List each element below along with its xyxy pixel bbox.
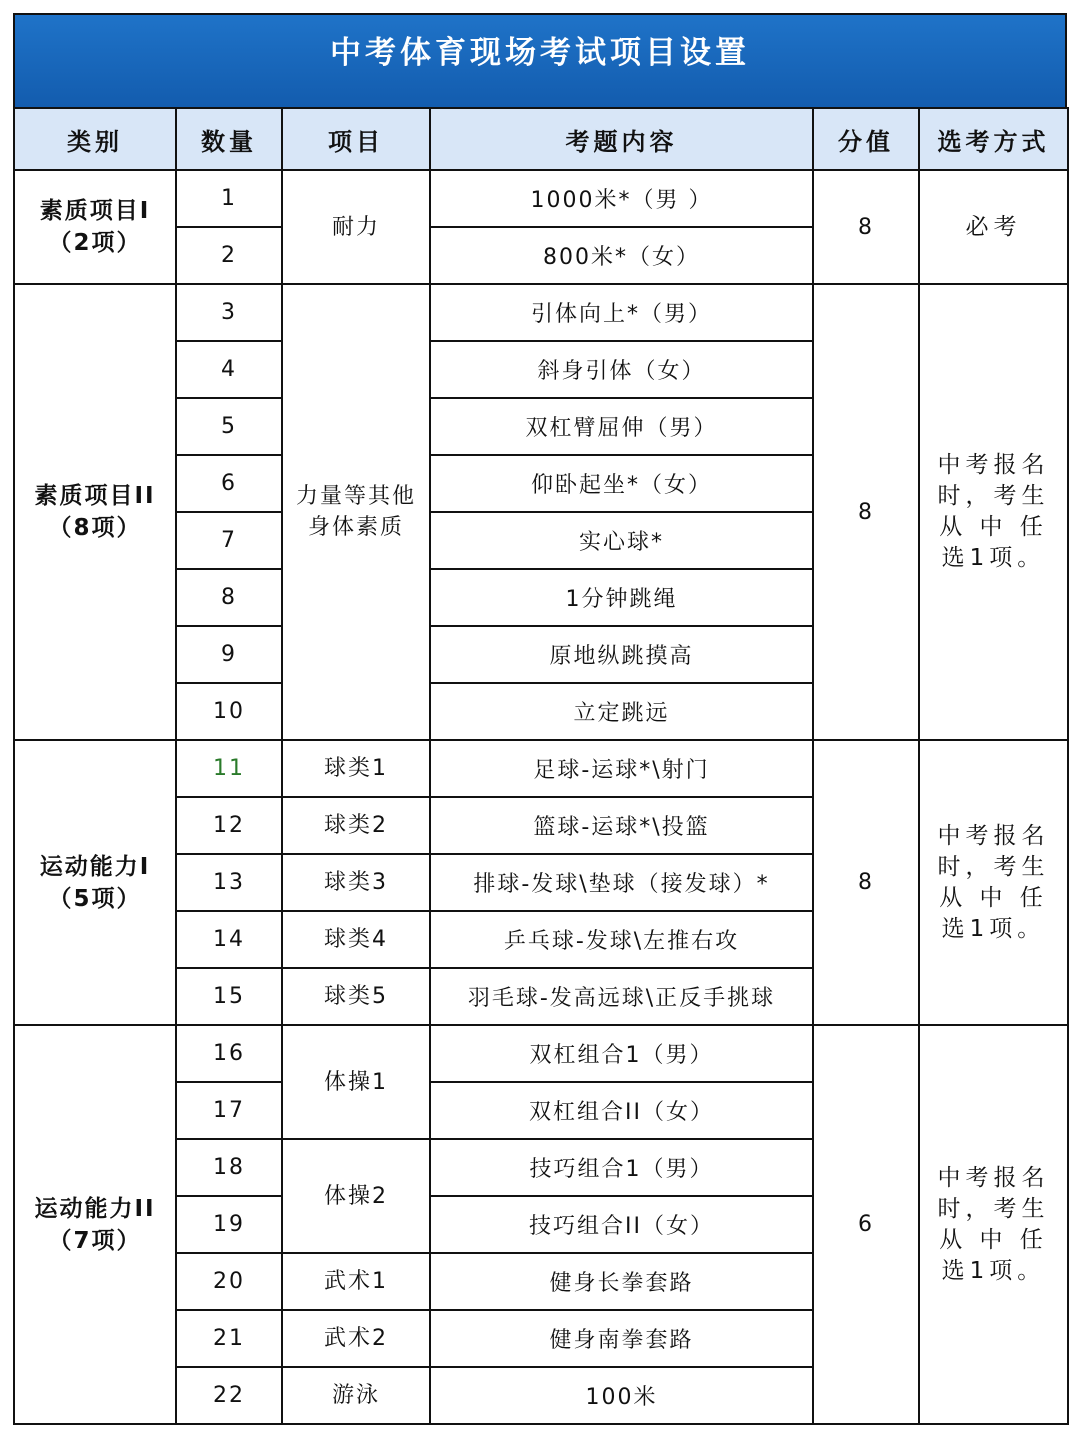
score-cell: 8 [813, 170, 919, 284]
content-cell: 1000米*（男 ） [430, 170, 813, 227]
content-cell: 羽毛球-发高远球\正反手挑球 [430, 968, 813, 1025]
category-cell [14, 170, 176, 284]
score-cell: 6 [813, 1025, 919, 1424]
item-cell [282, 284, 430, 740]
score-cell: 8 [813, 284, 919, 740]
content-cell: 原地纵跳摸高 [430, 626, 813, 683]
category-cell [14, 1025, 176, 1424]
category-cell [14, 284, 176, 740]
item-cell [282, 1367, 430, 1424]
method-line: 中考报名 [937, 452, 1050, 478]
method-line: 选1项。 [941, 915, 1046, 942]
method-line: 中考报名 [937, 1164, 1050, 1191]
item-line: 球类4 [324, 927, 388, 952]
item-cell [282, 1310, 430, 1367]
count-cell: 20 [176, 1253, 282, 1310]
method-line: 选1项。 [941, 545, 1046, 571]
content-cell: 技巧组合ⅠⅠ（女） [430, 1196, 813, 1253]
content-cell: 立定跳远 [430, 683, 813, 740]
category-line: （2项） [48, 230, 142, 256]
item-line: 体操1 [324, 1069, 388, 1095]
method-line: 时，考生 [937, 853, 1050, 880]
page-title: 中考体育现场考试项目设置 [330, 34, 750, 71]
content-cell: 1分钟跳绳 [430, 569, 813, 626]
method-line: 时，考生 [937, 483, 1050, 509]
method-line: 时，考生 [937, 1195, 1050, 1222]
category-line: （5项） [48, 885, 142, 912]
content-cell: 双杠组合1（男） [430, 1025, 813, 1082]
content-cell: 双杠组合ⅠⅠ（女） [430, 1082, 813, 1139]
count-cell: 11 [176, 740, 282, 797]
table-row [14, 1025, 1068, 1082]
content-cell: 足球-运球*\射门 [430, 740, 813, 797]
content-cell: 实心球* [430, 512, 813, 569]
content-cell: 篮球-运球*\投篮 [430, 797, 813, 854]
table-frame [13, 13, 1067, 1425]
exam-table [13, 107, 1069, 1425]
count-cell: 6 [176, 455, 282, 512]
item-line: 力量等其他 [295, 484, 416, 509]
content-cell: 800米*（女） [430, 227, 813, 284]
item-cell [282, 1025, 430, 1139]
category-cell [14, 740, 176, 1025]
header-method: 选考方式 [919, 108, 1068, 170]
header-content: 考题内容 [430, 108, 813, 170]
item-line: 武术2 [324, 1326, 388, 1351]
count-cell: 3 [176, 284, 282, 341]
count-cell: 19 [176, 1196, 282, 1253]
item-cell [282, 1253, 430, 1310]
content-cell: 健身南拳套路 [430, 1310, 813, 1367]
header-item: 项目 [282, 108, 430, 170]
category-line: 运动能力ⅠⅠ [34, 1195, 156, 1222]
count-cell: 15 [176, 968, 282, 1025]
method-line: 从 中 任 [939, 884, 1048, 911]
item-line: 体操2 [324, 1183, 388, 1209]
count-cell: 5 [176, 398, 282, 455]
count-cell: 22 [176, 1367, 282, 1424]
category-line: 素质项目ⅠⅠ [34, 483, 156, 509]
category-line: 运动能力Ⅰ [39, 853, 151, 880]
count-cell: 4 [176, 341, 282, 398]
score-cell: 8 [813, 740, 919, 1025]
item-line: 球类2 [324, 813, 388, 838]
content-cell: 健身长拳套路 [430, 1253, 813, 1310]
method-cell [919, 284, 1068, 740]
count-cell: 12 [176, 797, 282, 854]
method-line: 从 中 任 [939, 514, 1048, 540]
table-row [14, 284, 1068, 341]
item-cell [282, 797, 430, 854]
count-cell: 18 [176, 1139, 282, 1196]
count-cell: 8 [176, 569, 282, 626]
header-score: 分值 [813, 108, 919, 170]
count-cell: 13 [176, 854, 282, 911]
item-cell [282, 740, 430, 797]
item-cell [282, 854, 430, 911]
table-row [14, 170, 1068, 227]
table-row [14, 740, 1068, 797]
count-cell: 7 [176, 512, 282, 569]
content-cell: 双杠臂屈伸（男） [430, 398, 813, 455]
method-line: 选1项。 [941, 1257, 1046, 1284]
category-line: （7项） [48, 1227, 142, 1254]
content-cell: 排球-发球\垫球（接发球）* [430, 854, 813, 911]
count-cell: 17 [176, 1082, 282, 1139]
item-cell [282, 1139, 430, 1253]
method-cell [919, 170, 1068, 284]
item-line: 球类1 [324, 756, 388, 781]
item-cell [282, 170, 430, 284]
header-category: 类别 [14, 108, 176, 170]
item-cell [282, 911, 430, 968]
count-cell: 14 [176, 911, 282, 968]
title-banner [13, 13, 1067, 107]
content-cell: 斜身引体（女） [430, 341, 813, 398]
header-row [14, 108, 1068, 170]
content-cell: 乒乓球-发球\左推右攻 [430, 911, 813, 968]
content-cell: 技巧组合1（男） [430, 1139, 813, 1196]
category-line: 素质项目Ⅰ [39, 198, 151, 224]
item-line: 球类5 [324, 984, 388, 1009]
method-cell [919, 740, 1068, 1025]
item-line: 武术1 [324, 1269, 388, 1294]
method-line: 必考 [965, 213, 1022, 240]
item-line: 游泳 [331, 1383, 380, 1408]
method-line: 中考报名 [937, 822, 1050, 849]
item-cell [282, 968, 430, 1025]
method-line: 从 中 任 [939, 1226, 1048, 1253]
count-cell: 9 [176, 626, 282, 683]
header-count: 数量 [176, 108, 282, 170]
count-cell: 21 [176, 1310, 282, 1367]
category-line: （8项） [48, 515, 142, 541]
count-cell: 1 [176, 170, 282, 227]
content-cell: 100米 [430, 1367, 813, 1424]
count-cell: 2 [176, 227, 282, 284]
item-line: 球类3 [324, 870, 388, 895]
item-line: 身体素质 [307, 515, 404, 540]
count-cell: 10 [176, 683, 282, 740]
content-cell: 仰卧起坐*（女） [430, 455, 813, 512]
content-cell: 引体向上*（男） [430, 284, 813, 341]
item-line: 耐力 [331, 214, 380, 240]
table-body [14, 170, 1068, 1424]
method-cell [919, 1025, 1068, 1424]
count-cell: 16 [176, 1025, 282, 1082]
